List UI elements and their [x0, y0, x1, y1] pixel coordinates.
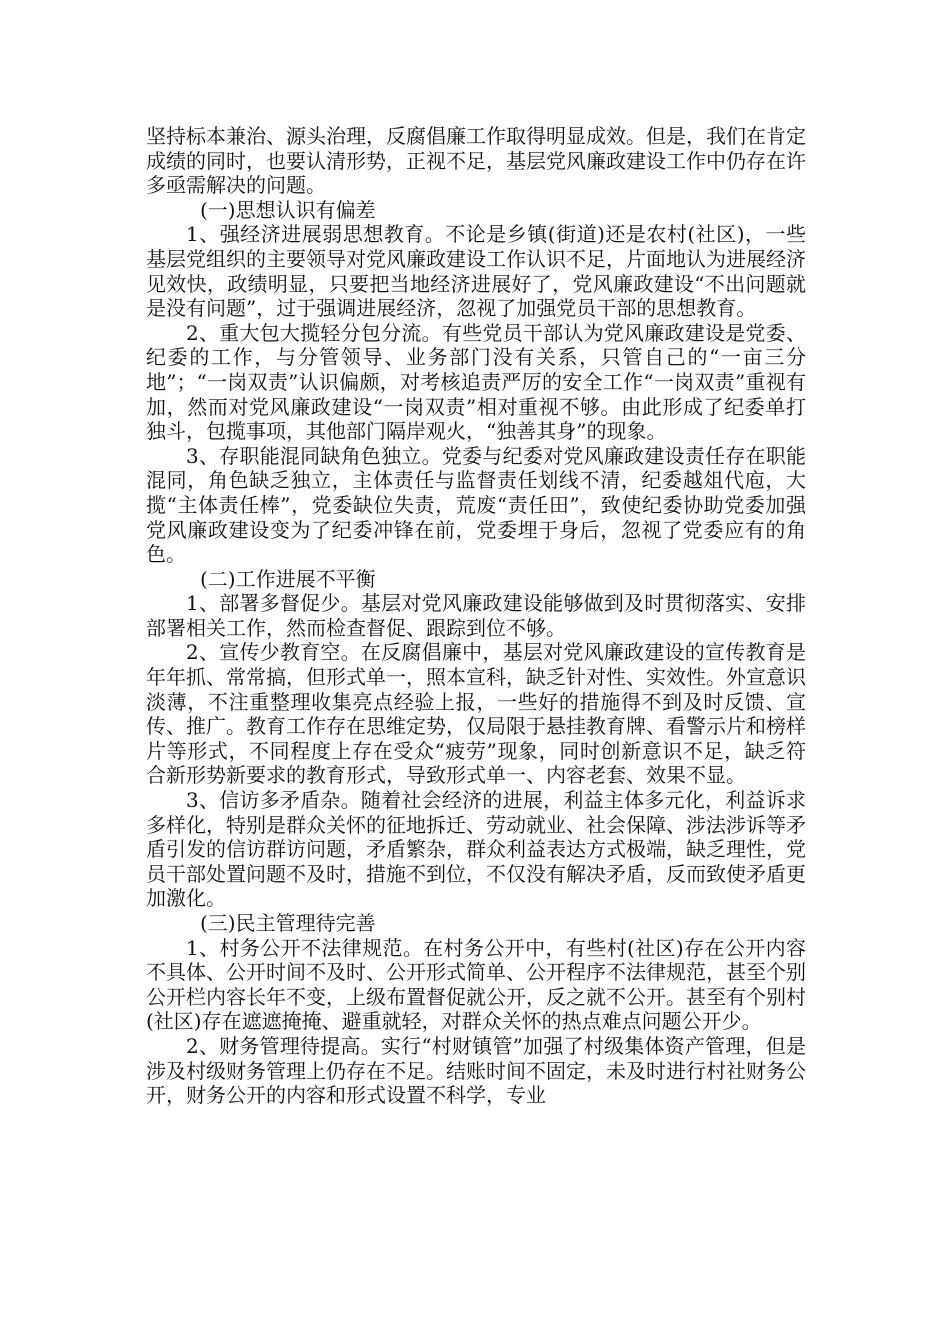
section-heading-2: (二)工作进展不平衡: [200, 566, 376, 591]
paragraph-2-2: 2、宣传少教育空。在反腐倡廉中，基层对党风廉政建设的宣传教育是年年抓、常常搞，但形式单一，照本宣科，缺乏针对性、实效性。外宣意识淡薄，不注重整理收集亮点经验上报，一些好的措施得不到及时反馈、宣传、推广。教育工作存在思维定势，仅局限于悬挂教育牌、看警示片和榜样片等形式，不同程度上存在受众“疲劳”现象，同时创新意识不足，缺乏符合新形势新要求的教育形式，导致形式单一、内容老套、效果不显。: [146, 640, 806, 788]
paragraph-3-1: 1、村务公开不法律规范。在村务公开中，有些村(社区)存在公开内容不具体、公开时间不及时、公开形式简单、公开程序不法律规范，甚至个别公开栏内容长年不变，上级布置督促就公开，反之就不公开。甚至有个别村(社区)存在遮遮掩掩、避重就轻，对群众关怀的热点难点问题公开少。: [146, 935, 806, 1034]
section-heading-3: (三)民主管理待完善: [200, 911, 376, 935]
paragraph-1-1: 1、强经济进展弱思想教育。不论是乡镇(街道)还是农村(社区)，一些基层党组织的主要领导对党风廉政建设工作认识不足，片面地认为进展经济见效快，政绩明显，只要把当地经济进展好了，党风廉政建设“不出问题就是没有问题”，过于强调进展经济，忽视了加强党员干部的思想教育。: [146, 222, 806, 321]
paragraph-1-3: 3、存职能混同缺角色独立。党委与纪委对党风廉政建设责任存在职能混同，角色缺乏独立，主体责任与监督责任划线不清，纪委越俎代庖，大揽“主体责任棒”，党委缺位失责，荒废“责任田”，致使纪委协助党委加强党风廉政建设变为了纪委冲锋在前，党委埋于身后，忽视了党委应有的角色。: [146, 443, 806, 567]
document-body: [146, 124, 806, 1108]
paragraph-2-3: 3、信访多矛盾杂。随着社会经济的进展，利益主体多元化，利益诉求多样化，特别是群众关怀的征地拆迁、劳动就业、社会保障、涉法涉诉等矛盾引发的信访群访问题，矛盾繁杂，群众利益表达方式极端，缺乏理性，党员干部处置问题不及时，措施不到位，不仅没有解决矛盾，反而致使矛盾更加激化。: [146, 788, 806, 911]
paragraph-2-1: 1、部署多督促少。基层对党风廉政建设能够做到及时贯彻落实、安排部署相关工作，然而检查督促、跟踪到位不够。: [146, 591, 806, 640]
paragraph-3-2: 2、财务管理待提高。实行“村财镇管”加强了村级集体资产管理，但是涉及村级财务管理上仍存在不足。结账时间不固定，未及时进行村社财务公开，财务公开的内容和形式设置不科学，专业: [146, 1033, 806, 1108]
paragraph-1-2: 2、重大包大揽轻分包分流。有些党员干部认为党风廉政建设是党委、纪委的工作，与分管领导、业务部门没有关系，只管自己的“一亩三分地”；“一岗双责”认识偏颇，对考核追责严厉的安全工作“一岗双责”重视有加，然而对党风廉政建设“一岗双责”相对重视不够。由此形成了纪委单打独斗，包揽事项，其他部门隔岸观火，“独善其身”的现象。: [146, 320, 806, 444]
paragraph-intro: 坚持标本兼治、源头治理，反腐倡廉工作取得明显成效。但是，我们在肯定成绩的同时，也要认清形势，正视不足，基层党风廉政建设工作中仍存在许多亟需解决的问题。: [146, 124, 806, 198]
section-heading-1: (一)思想认识有偏差: [200, 197, 376, 222]
